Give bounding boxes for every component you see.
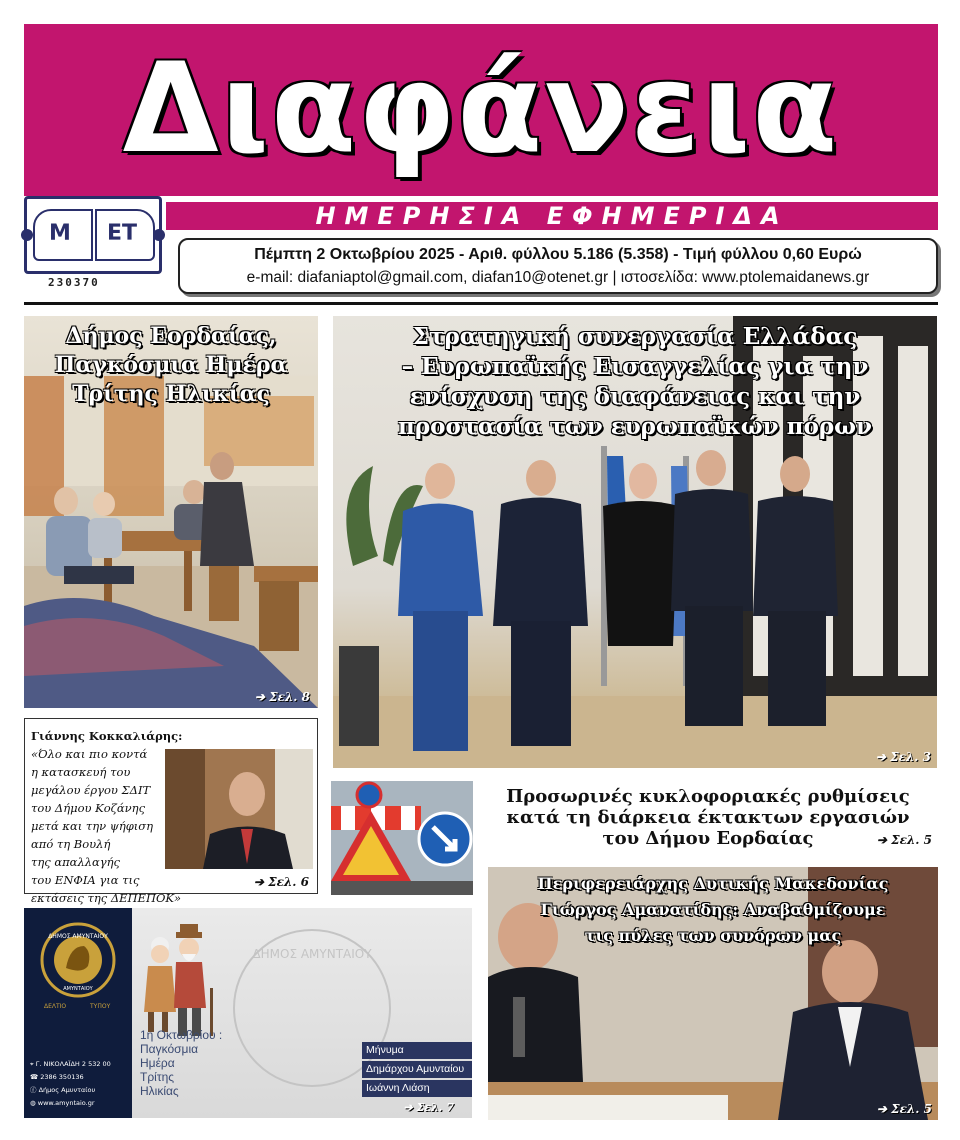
quote-line: από τη Βουλή xyxy=(31,837,111,851)
amyntaio-sidebar xyxy=(24,908,132,1118)
quote-line: της απαλλαγής xyxy=(31,855,120,869)
phone-line xyxy=(30,1071,111,1084)
website-line xyxy=(30,1097,111,1110)
interview-page-ref[interactable]: ➔ Σελ. 6 xyxy=(253,875,309,889)
quote-line: μετά και την ψήφιση xyxy=(31,819,154,833)
amyntaio-page-ref[interactable]: ➔ Σελ. 7 xyxy=(403,1101,454,1114)
quote-line: «Όλο και πιο κοντά xyxy=(31,747,148,761)
event-line: 1η Οκτωβρίου : xyxy=(140,1028,223,1042)
headline-line: τις πύλες των συνόρων μας xyxy=(584,926,842,945)
headline-line: – Ευρωπαϊκής Εισαγγελίας για την xyxy=(401,353,869,380)
headline-line: προστασία των ευρωπαϊκών πόρων xyxy=(398,413,872,440)
headline-line: ενίσχυση της διαφάνειας και την xyxy=(409,383,861,410)
contact-line: Γ. ΝΙΚΟΛΑΪΔΗ 2 532 00 xyxy=(35,1060,111,1068)
amyntaio-press-release[interactable] xyxy=(24,908,472,1118)
quote-line: εκτάσεις της ΔΕΠΕΠΟΚ» xyxy=(31,891,182,905)
contact-line: 2386 350136 xyxy=(40,1073,84,1081)
quote-line: του Δήμου Κοζάνης xyxy=(31,801,146,815)
main-headline[interactable] xyxy=(333,322,937,442)
headline-line: Παγκόσμια Ημέρα xyxy=(54,352,288,378)
interview-box[interactable] xyxy=(24,718,318,905)
interviewee-portrait xyxy=(165,749,313,869)
region-page-ref[interactable]: ➔ Σελ. 5 xyxy=(876,1102,932,1116)
quote-line: του ΕΝΦΙΑ για τις xyxy=(31,873,140,887)
main-story-photo[interactable] xyxy=(333,316,937,768)
location-icon: ⌖ xyxy=(30,1060,34,1068)
headline-line: Τρίτης Ηλικίας xyxy=(72,381,270,407)
amyntaio-contacts xyxy=(30,1058,111,1110)
quote-line: μεγάλου έργου ΣΔΙΤ xyxy=(31,783,151,797)
watermark-text: ΔΗΜΟΣ ΑΜΥΝΤΑΙΟΥ xyxy=(252,947,372,961)
address-line xyxy=(30,1058,111,1071)
facebook-icon: ⓕ xyxy=(30,1086,37,1094)
globe-icon: ◍ xyxy=(30,1099,36,1107)
eordaia-page-ref[interactable]: ➔ Σελ. 8 xyxy=(254,690,310,704)
main-page-ref[interactable]: ➔ Σελ. 3 xyxy=(875,750,931,764)
traffic-signs xyxy=(331,781,473,895)
seal-label-right: ΤΥΠΟΥ xyxy=(90,1003,111,1010)
seal-sub: ΑΜΥΝΤΑΙΟΥ xyxy=(63,986,93,992)
subtitle-bar xyxy=(166,200,938,230)
event-line: Παγκόσμια xyxy=(140,1042,199,1056)
traffic-photo[interactable] xyxy=(331,781,473,895)
headline-line: Δήμος Εορδαίας, xyxy=(65,323,277,349)
masthead-banner xyxy=(24,24,938,196)
logo-letter-m: Μ xyxy=(49,221,71,246)
contact-line[interactable]: e-mail: diafaniaptol@gmail.com, diafan10@otenet.gr | ιστοσελίδα: www.ptolemaidanews.gr xyxy=(246,269,870,286)
amyntaio-seal xyxy=(24,908,132,1028)
event-text xyxy=(140,1028,222,1098)
region-headline[interactable] xyxy=(488,871,938,949)
region-story-photo[interactable] xyxy=(488,867,938,1120)
headline-line: Στρατηγική συνεργασία Ελλάδας xyxy=(412,323,858,350)
event-line: Τρίτης xyxy=(140,1070,175,1084)
logo-letter-et: ΕΤ xyxy=(107,221,138,246)
issue-line: Πέμπτη 2 Οκτωβρίου 2025 - Αριθ. φύλλου 5.186 (5.358) - Τιμή φύλλου 0,60 Ευρώ xyxy=(254,246,862,263)
seal-text: ΔΗΜΟΣ ΑΜΥΝΤΑΙΟΥ xyxy=(48,933,108,940)
region-kicker: Περιφερειάρχης Δυτικής Μακεδονίας xyxy=(537,874,889,893)
contact-line: Δήμος Αμυνταίου xyxy=(38,1086,96,1094)
mayor-message xyxy=(362,1042,472,1097)
masthead-divider xyxy=(24,302,938,305)
message-line: Ιωάννη Λιάση xyxy=(362,1080,472,1097)
eordaia-elderly-photo[interactable] xyxy=(24,316,318,708)
headline-line: Προσωρινές κυκλοφοριακές ρυθμίσεις xyxy=(506,786,910,807)
contact-line: www.amyntaio.gr xyxy=(37,1099,95,1107)
seal-label-left: ΔΕΛΤΙΟ xyxy=(44,1003,67,1010)
traffic-headline[interactable] xyxy=(478,786,938,849)
phone-icon: ☎ xyxy=(30,1073,39,1081)
event-line: Ημέρα xyxy=(140,1056,175,1070)
headline-line: κατά τη διάρκεια έκτακτων εργασιών xyxy=(506,807,910,828)
message-line: Δημάρχου Αμυνταίου xyxy=(362,1061,472,1078)
facebook-line xyxy=(30,1084,111,1097)
event-line: Ηλικίας xyxy=(140,1084,179,1098)
logo-number: 230370 xyxy=(48,276,100,289)
amyntaio-main xyxy=(132,908,472,1118)
issue-info-box xyxy=(178,238,938,294)
newspaper-title: Διαφάνεια xyxy=(122,37,840,181)
traffic-page-ref[interactable]: ➔ Σελ. 5 xyxy=(876,833,932,847)
met-logo xyxy=(24,196,162,274)
headline-line: του Δήμου Εορδαίας xyxy=(602,828,814,849)
interviewee-name: Γιάννης Κοκκαλιάρης: xyxy=(31,729,183,743)
quote-line: η κατασκευή του xyxy=(31,765,131,779)
message-line: Μήνυμα xyxy=(362,1042,472,1059)
eordaia-headline[interactable] xyxy=(24,322,318,409)
newspaper-subtitle: ΗΜΕΡΗΣΙΑ ΕΦΗΜΕΡΙΔΑ xyxy=(315,202,789,230)
headline-line: Γιώργος Αμανατίδης: Αναβαθμίζουμε xyxy=(540,900,886,919)
